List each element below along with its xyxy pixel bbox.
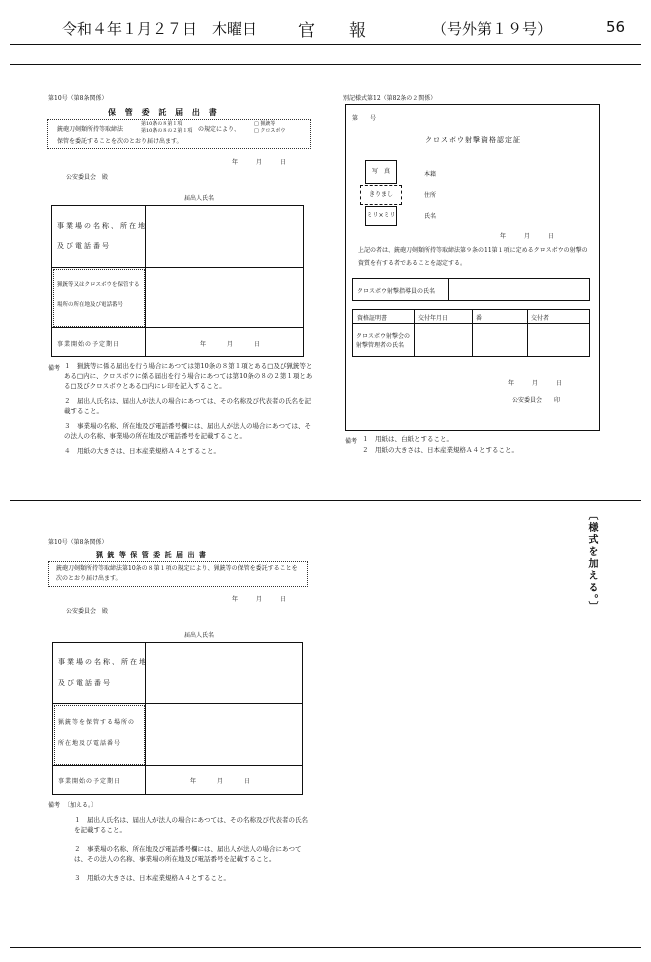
form1-applicant-label: 届出人氏名 — [184, 195, 215, 202]
form1-intro-opt2: □ クロスボウ — [254, 128, 286, 134]
form1-row1-label-b: 及び電話番号 — [57, 242, 111, 250]
form2-title: クロスボウ射撃資格認定証 — [425, 136, 521, 144]
form2-col-issuer: 交付者 — [531, 315, 550, 322]
form2-note-1: １ 用紙は、白紙とすること。 — [362, 435, 453, 443]
form3-applicant-label: 届出人氏名 — [184, 632, 215, 639]
top-rule — [10, 64, 641, 65]
form1-row2-label-a: 猟銃等又はクロスボウを保管する — [57, 282, 140, 288]
form1-row1-label-a: 事業場の名称、所在地 — [57, 222, 147, 230]
header-page-number: 56 — [606, 18, 626, 36]
form1-notes — [64, 361, 314, 461]
form2-col-issued: 交付年月日 — [418, 315, 449, 322]
form3-row3-label: 事業開始の予定期日 — [58, 778, 122, 785]
form3-notes-label: 備考 — [48, 802, 61, 809]
form2-date: 年 月 日 — [500, 233, 557, 240]
form1-intro-ref1: 第10条の８第１項 — [141, 121, 183, 127]
bottom-rule — [10, 947, 641, 948]
form2-notes-label: 備考 — [345, 438, 358, 445]
header-date: 令和４年１月２７日 木曜日 — [62, 20, 258, 38]
form2-photo-note2: ミリ×ミリ — [365, 206, 397, 226]
form2-instructor-label: クロスボウ射撃指導員の氏名 — [357, 288, 436, 295]
form3-row1-label-b: 及び電話番号 — [58, 679, 112, 687]
form2-row-manager: 射撃管理者の氏名 — [356, 342, 405, 349]
form1-date: 年 月 日 — [232, 159, 289, 166]
form3-row1-label-a: 事業場の名称、所在地 — [58, 658, 148, 666]
form1-note-4: ４ 用紙の大きさは、日本産業規格Ａ４とすること。 — [64, 447, 220, 455]
header-rule — [10, 44, 641, 45]
form2-col-cert: 資格証明書 — [357, 315, 388, 322]
form1-intro-opt1: □ 猟銃等 — [254, 121, 276, 127]
form3-title: 猟 銃 等 保 管 委 託 届 出 書 — [96, 550, 207, 559]
form2-photo-box: 写 真 — [365, 160, 397, 184]
form1-addressee: 公安委員会 殿 — [66, 174, 109, 181]
form2-number: 別記様式第12（第82条の２関係） — [343, 95, 437, 102]
form1-intro-line1: 銃砲刀剣類所持等取締法 — [57, 126, 124, 133]
form3-number: 第10号（第8条関係） — [48, 539, 108, 546]
form2-field-name: 氏名 — [424, 213, 437, 220]
form3-row2-label-b: 所在地及び電話番号 — [58, 740, 122, 747]
form1-row2-label-b: 場所の所在地及び電話番号 — [57, 302, 124, 308]
form1-notes-label: 備考 — [48, 365, 61, 372]
form3-row3-date: 年 月 日 — [190, 778, 254, 785]
middle-rule — [10, 500, 641, 501]
form2-sign-date: 年 月 日 — [508, 380, 565, 387]
form1-intro-ref2: 第10条の８の２第１項 — [141, 128, 193, 134]
form2-field-address: 住所 — [424, 192, 437, 199]
form1-note-3: ３ 事業場の名称、所在地及び電話番号欄には、届出人が法人の場合にあつては、その法人の名称、事業場の所在地及び電話番号を記載すること。 — [64, 422, 311, 440]
form3-note-3: ３ 用紙の大きさは、日本産業規格Ａ４とすること。 — [74, 874, 230, 882]
header-issue: （号外第１９号） — [432, 20, 553, 38]
form2-row-club: クロスボウ射撃会の — [356, 333, 411, 340]
side-note: 〔様式を加える。〕 — [586, 510, 597, 613]
form3-notes-tag: 〔加える。〕 — [64, 802, 98, 809]
form1-note-1: １ 猟銃等に係る届出を行う場合にあつては第10条の８第１項とある□及び猟銃等とある□内に、クロスボウに係る届出を行う場合にあつては第10条の８の２第１項とある□及びクロスボウとある□内にレ印を記入すること。 — [64, 362, 313, 390]
form2-number-label: 第 号 — [352, 115, 377, 122]
form3-date: 年 月 日 — [232, 596, 289, 603]
form3-note-1: １ 届出人氏名は、届出人が法人の場合にあつては、その名称及び代表者の氏名を記載すること。 — [74, 816, 308, 834]
form1-row3-date: 年 月 日 — [200, 341, 264, 348]
form3-intro: 銃砲刀剣類所持等取締法第10条の８第１項の規定により、猟銃等の保管を委託することを次のとおり届け出ます。 — [56, 565, 298, 582]
form3-addressee: 公安委員会 殿 — [66, 608, 109, 615]
form1-note-2: ２ 届出人氏名は、届出人が法人の場合にあつては、その名称及び代表者の氏名を記載すること。 — [64, 397, 311, 415]
header-publication: 官 報 — [298, 21, 366, 41]
form1-number: 第10号（第8条関係） — [48, 95, 108, 102]
form3-note-2: ２ 事業場の名称、所在地及び電話番号欄には、届出人が法人の場合にあつては、その法人の名称、事業場の所在地及び電話番号を記載すること。 — [74, 845, 302, 863]
form2-note-2: ２ 用紙の大きさは、日本産業規格Ａ４とすること。 — [362, 446, 518, 454]
form1-intro-line2: 保管を委託することを次のとおり届け出ます。 — [57, 138, 183, 145]
form2-body: 上記の者は、銃砲刀剣類所持等取締法第９条の11第１項に定めるクロスボウの射撃の資質を有する者であることを認定する。 — [358, 247, 588, 267]
form1-row3-label: 事業開始の予定期日 — [57, 341, 121, 348]
form1-intro-line1b: の規定により、 — [198, 126, 241, 133]
form3-row2-label-a: 猟銃等を保管する場所の — [58, 719, 136, 726]
form2-field-honseki: 本籍 — [424, 171, 437, 178]
form3-notes — [74, 815, 312, 888]
form2-col-number: 番 — [476, 315, 483, 322]
form2-photo-note1: きりまし — [360, 185, 402, 205]
form1-title: 保 管 委 託 届 出 書 — [108, 107, 220, 117]
form2-sign: 公安委員会 印 — [512, 397, 561, 404]
form2-notes — [362, 434, 598, 460]
